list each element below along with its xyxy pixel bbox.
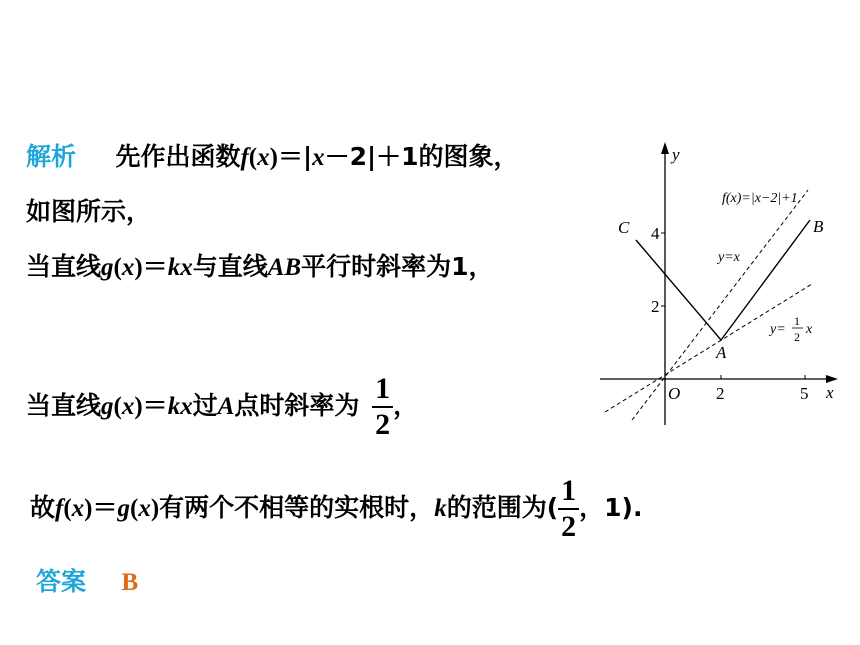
text: ＝ bbox=[142, 391, 168, 420]
math-kx: kx bbox=[167, 393, 193, 420]
x-axis-arrow bbox=[826, 375, 838, 383]
line-half-label-den: 2 bbox=[794, 330, 800, 344]
text: 先作出函数 bbox=[115, 142, 241, 171]
math-x: x bbox=[312, 144, 325, 171]
paren: ( bbox=[113, 393, 122, 420]
analysis-label: 解析 bbox=[26, 142, 77, 171]
x-tick-label-5: 5 bbox=[800, 384, 809, 403]
text: 平行时斜率为1， bbox=[301, 252, 494, 281]
paren: ( bbox=[63, 495, 72, 522]
text: 当直线 bbox=[26, 252, 102, 281]
text: 故 bbox=[30, 493, 56, 522]
f-label: f(x)=|x−2|+1 bbox=[722, 191, 798, 206]
text: 与直线 bbox=[192, 252, 268, 281]
point-c-label: C bbox=[618, 218, 630, 237]
fraction-denominator: 2 bbox=[375, 408, 391, 441]
paren: ) bbox=[84, 495, 93, 522]
line-half-label bbox=[768, 314, 813, 344]
y-axis-label: y bbox=[672, 145, 680, 164]
point-a-label: A bbox=[716, 343, 727, 362]
text: 点时斜率为 bbox=[234, 391, 360, 420]
x-tick-label-2: 2 bbox=[716, 384, 725, 403]
math-x: x bbox=[121, 254, 135, 281]
math-x: x bbox=[121, 393, 135, 420]
fraction-numerator: 1 bbox=[558, 476, 579, 510]
text: ， bbox=[393, 391, 419, 420]
math-a: A bbox=[217, 393, 235, 420]
math-f: f bbox=[55, 495, 64, 522]
text: 过 bbox=[192, 391, 218, 420]
paren: ) bbox=[134, 393, 143, 420]
math-x: x bbox=[138, 495, 151, 522]
paren: ( bbox=[248, 144, 258, 171]
answer-label: 答案 bbox=[36, 567, 87, 596]
x-axis-label: x bbox=[826, 383, 834, 402]
origin-label: O bbox=[668, 384, 681, 403]
text: 当直线 bbox=[26, 391, 102, 420]
math-g: g bbox=[101, 393, 114, 420]
fraction-denominator: 2 bbox=[561, 510, 577, 543]
math-x: x bbox=[257, 144, 270, 171]
paren: ) bbox=[269, 144, 278, 171]
math-f: f bbox=[240, 144, 249, 171]
text: ，1). bbox=[579, 493, 643, 522]
text: －2|＋1的图象， bbox=[324, 142, 519, 171]
paren: ) bbox=[134, 254, 143, 281]
line-yx-label: y=x bbox=[718, 250, 740, 265]
text: 有两个不相等的实根时， bbox=[159, 493, 435, 522]
answer-value: B bbox=[121, 569, 139, 596]
math-ab: AB bbox=[267, 254, 302, 281]
text: ＝| bbox=[277, 142, 313, 171]
analysis-line-3 bbox=[26, 252, 493, 283]
text: 的范围为( bbox=[446, 493, 559, 522]
fraction-half bbox=[558, 476, 579, 542]
text: ＝ bbox=[142, 252, 168, 281]
analysis-line-4 bbox=[26, 368, 418, 445]
math-g: g bbox=[117, 495, 131, 522]
fraction-half bbox=[372, 374, 393, 440]
analysis-line-5 bbox=[30, 470, 642, 547]
math-k: k bbox=[434, 495, 447, 522]
paren: ) bbox=[150, 495, 160, 522]
line-half-label-pre: y= bbox=[770, 322, 786, 337]
y-tick-label-4: 4 bbox=[651, 224, 660, 243]
line-half-label-num: 1 bbox=[794, 314, 800, 328]
text: ＝ bbox=[92, 493, 118, 522]
function-graph bbox=[596, 138, 846, 428]
y-tick-label-2: 2 bbox=[651, 297, 660, 316]
math-kx: kx bbox=[167, 254, 193, 281]
analysis-line-1 bbox=[26, 142, 519, 173]
line-y-equals-half-x bbox=[605, 284, 812, 412]
y-axis-arrow bbox=[661, 142, 669, 154]
analysis-line-2: 如图所示， bbox=[26, 197, 152, 226]
line-half-label-post: x bbox=[806, 322, 813, 337]
point-b-label: B bbox=[813, 217, 824, 236]
answer-line bbox=[36, 567, 138, 598]
math-g: g bbox=[101, 254, 114, 281]
paren: ( bbox=[130, 495, 139, 522]
fraction-numerator: 1 bbox=[372, 374, 393, 408]
paren: ( bbox=[113, 254, 122, 281]
math-x: x bbox=[71, 495, 85, 522]
